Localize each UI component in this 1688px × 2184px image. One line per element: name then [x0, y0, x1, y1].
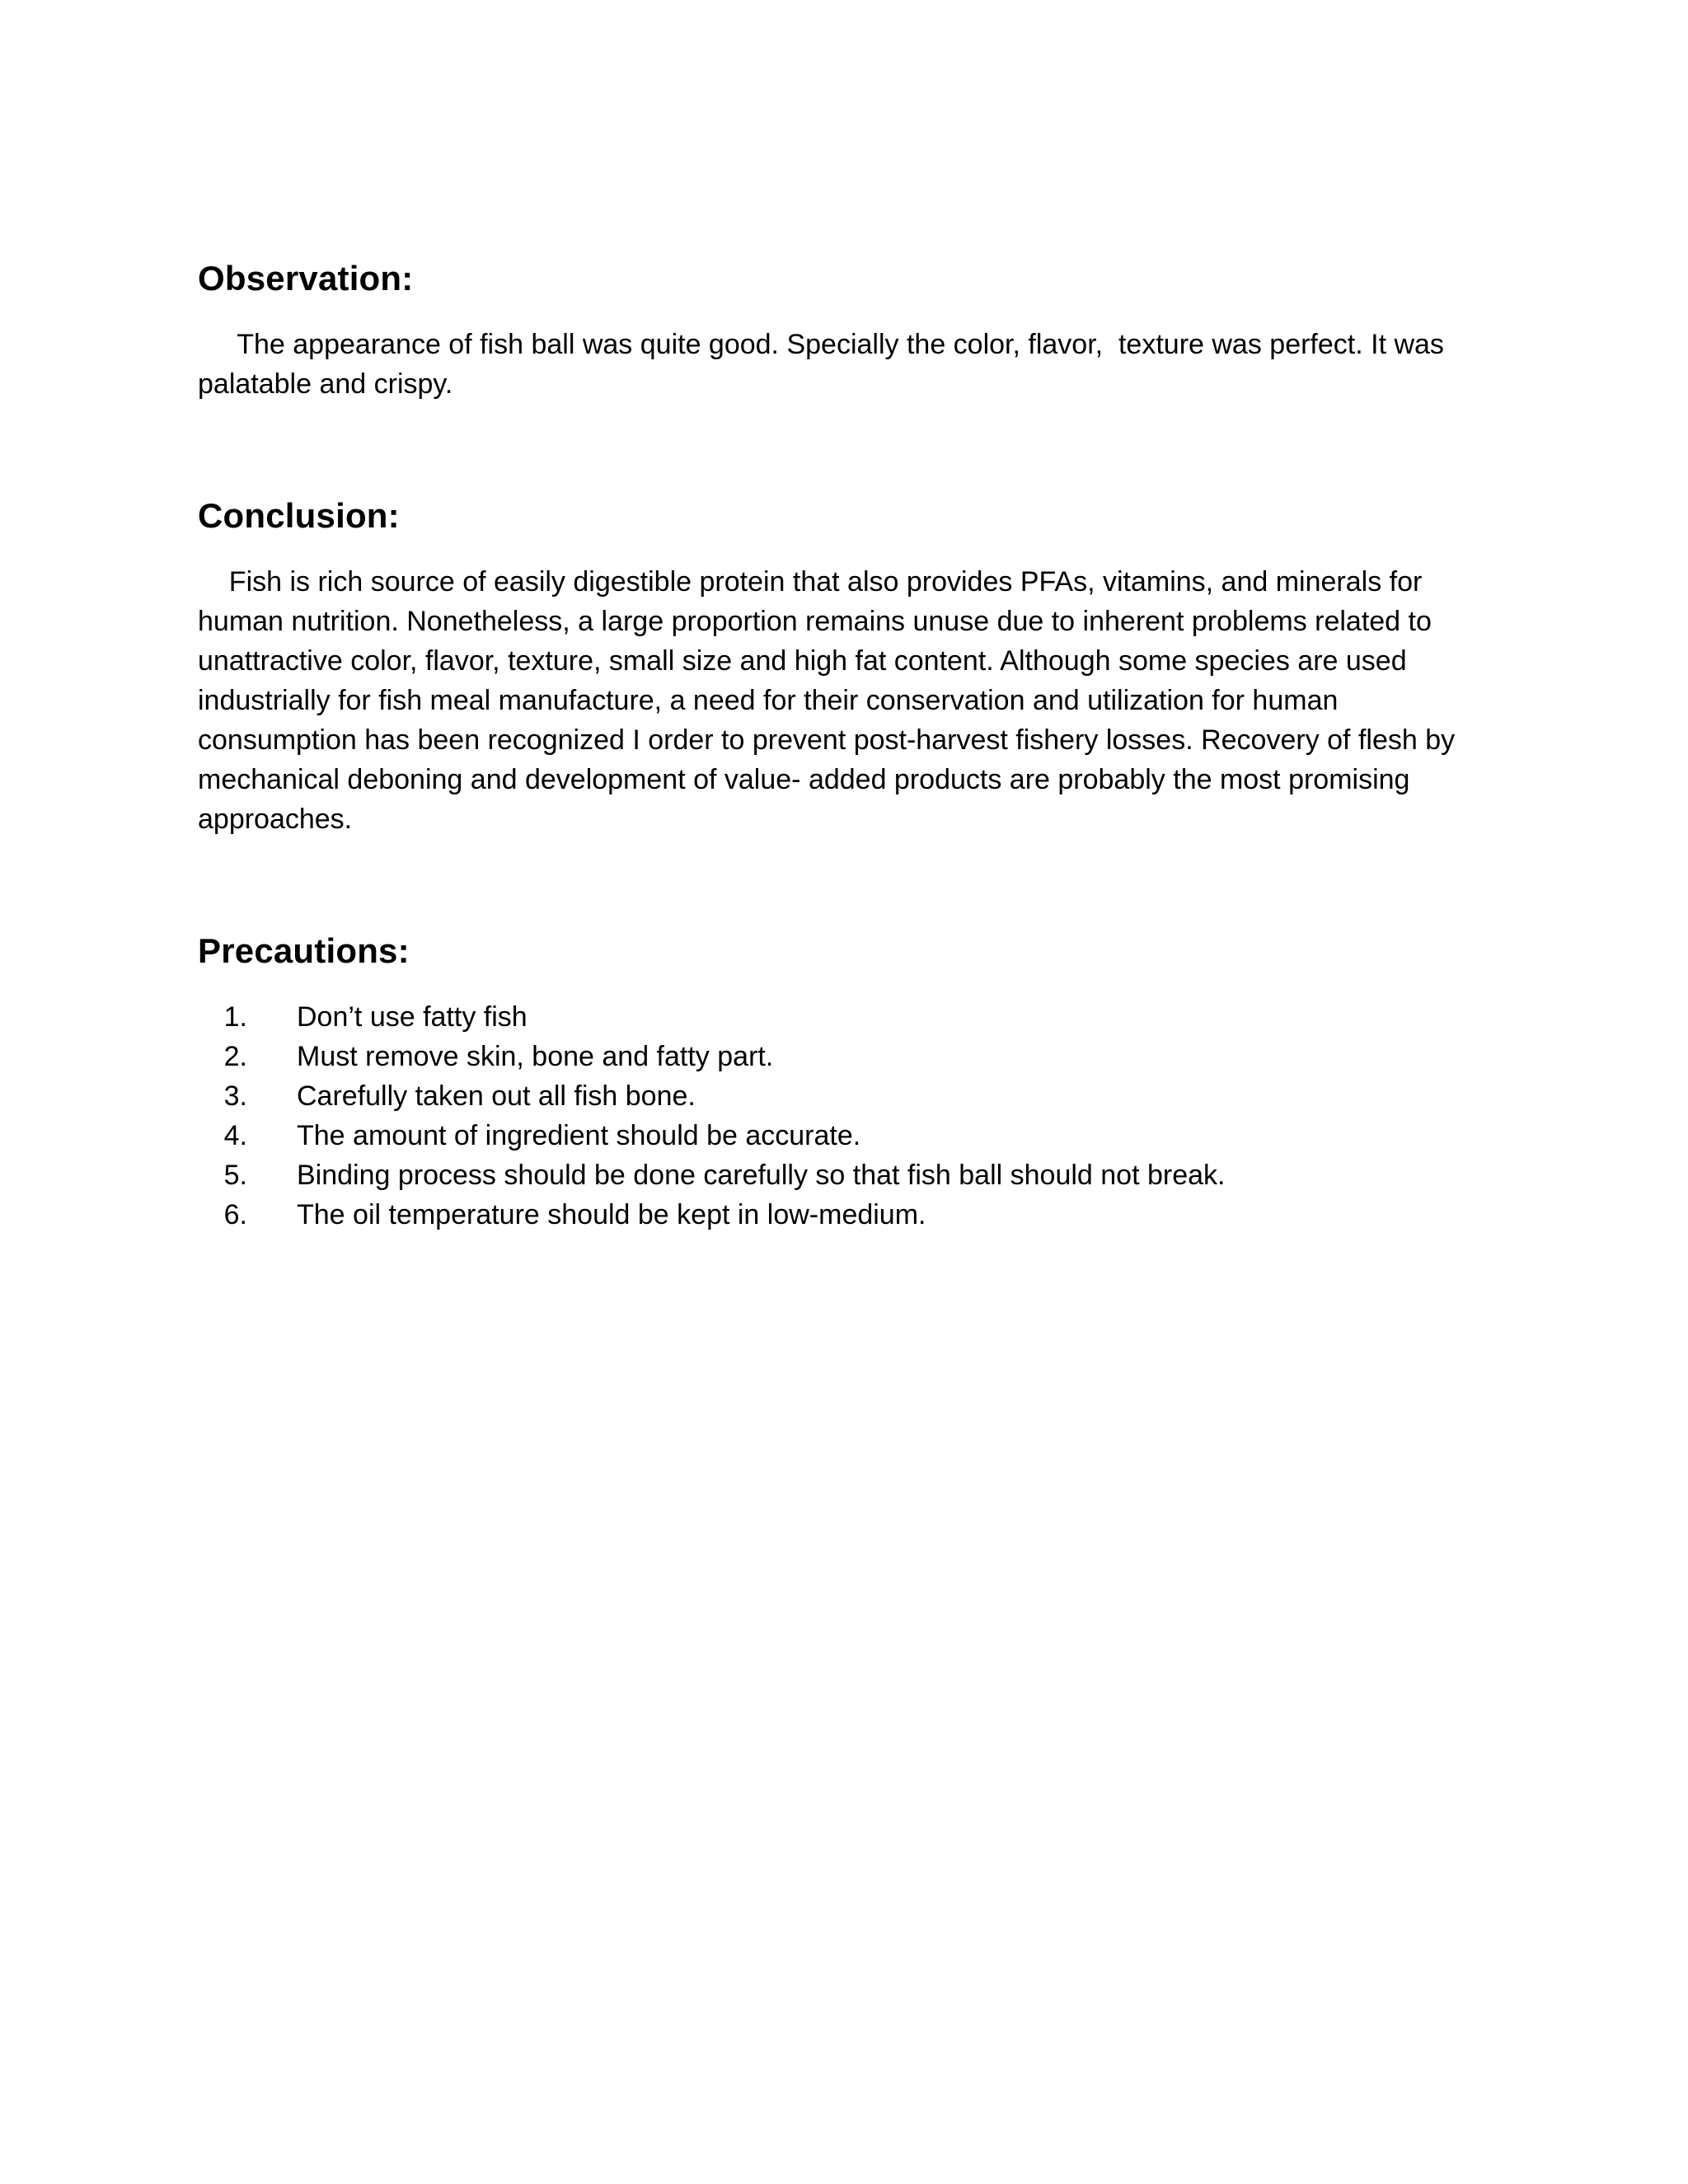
- precautions-list: [198, 997, 1484, 1235]
- precaution-text: The amount of ingredient should be accurate.: [297, 1120, 861, 1151]
- precaution-text: The oil temperature should be kept in low-medium.: [297, 1199, 926, 1230]
- precaution-text: Don’t use fatty fish: [297, 1001, 528, 1033]
- precaution-text: Must remove skin, bone and fatty part.: [297, 1041, 774, 1072]
- precautions-heading: Precautions:: [198, 931, 410, 970]
- precaution-item: [198, 1155, 1484, 1195]
- observation-heading: Observation:: [198, 259, 414, 298]
- precaution-text: Binding process should be done carefully so that fish ball should not break.: [297, 1160, 1226, 1191]
- observation-paragraph: The appearance of fish ball was quite good. Specially the color, flavor, texture was perfect. It was palatable and crispy.: [198, 329, 1452, 400]
- conclusion-paragraph: Fish is rich source of easily digestible protein that also provides PFAs, vitamins, and minerals for human nutrition. Nonetheless, a large proportion remains unuse due to inherent problems related to unattractive color, flavor, texture, small size and high fat content. Although some species are used industrially for fish meal manufacture, a need for their conservation and utilization for human consumption has been recognized I order to prevent post-harvest fishery losses. Recovery of flesh by mechanical deboning and development of value- added products are probably the most promising approaches.: [198, 566, 1463, 835]
- conclusion-heading: Conclusion:: [198, 496, 400, 535]
- precaution-number: 5.: [223, 1160, 247, 1191]
- precaution-item: [198, 997, 1484, 1037]
- document-content: [198, 255, 1484, 1235]
- precaution-number: 1.: [223, 1001, 247, 1033]
- precaution-item: [198, 1076, 1484, 1116]
- precaution-number: 4.: [223, 1120, 247, 1151]
- precaution-text: Carefully taken out all fish bone.: [297, 1080, 696, 1112]
- precaution-number: 6.: [223, 1199, 247, 1230]
- precaution-item: [198, 1037, 1484, 1076]
- precaution-item: [198, 1116, 1484, 1155]
- precaution-number: 3.: [223, 1080, 247, 1112]
- precaution-number: 2.: [223, 1041, 247, 1072]
- precaution-item: [198, 1195, 1484, 1235]
